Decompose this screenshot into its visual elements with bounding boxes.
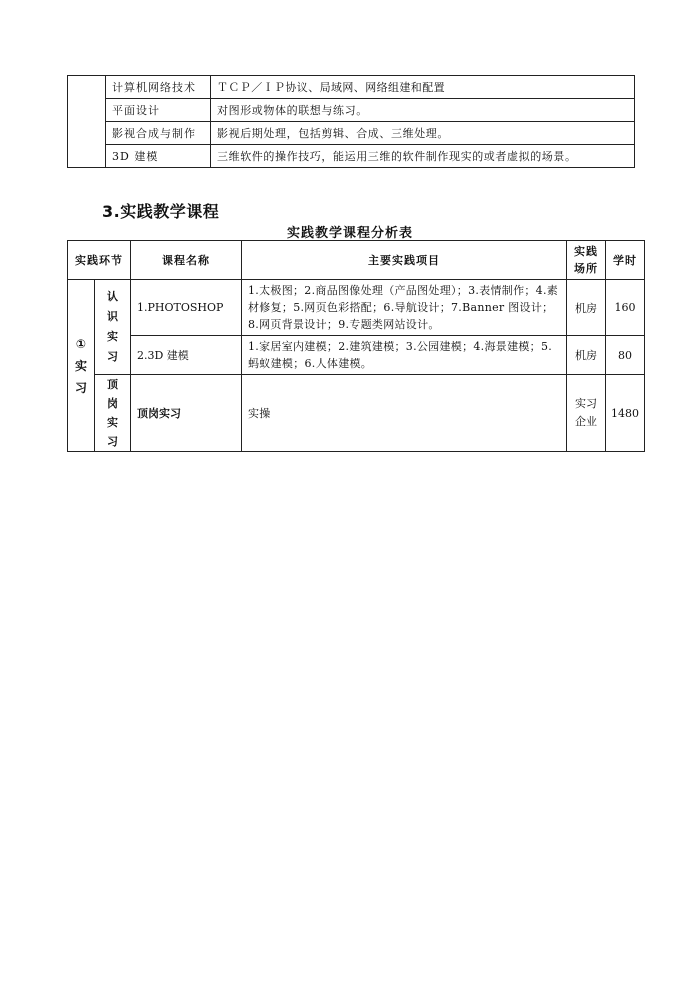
place-cell: 机房 — [567, 280, 606, 336]
stage-cell — [68, 280, 95, 452]
sub-stage-label: 认识实习 — [107, 290, 118, 363]
place-cell: 机房 — [567, 336, 606, 375]
course-name-cell: 平面设计 — [106, 99, 211, 122]
table-row — [68, 99, 635, 122]
header-items: 主要实践项目 — [242, 241, 567, 280]
section-heading: 3.实践教学课程 — [102, 202, 220, 221]
practice-course-table — [67, 240, 645, 452]
table-row — [68, 122, 635, 145]
place-cell — [567, 375, 606, 452]
course-description-table — [67, 75, 635, 168]
sub-stage-label: 顶岗实习 — [107, 378, 118, 448]
header-course: 课程名称 — [131, 241, 242, 280]
course-desc-cell: ＴＣＰ／ＩＰ协议、局域网、网络组建和配置 — [211, 76, 635, 99]
course-desc-cell: 三维软件的操作技巧，能运用三维的软件制作现实的或者虚拟的场景。 — [211, 145, 635, 168]
course-name-cell: 计算机网络技术 — [106, 76, 211, 99]
table-row — [68, 280, 645, 336]
practice-items-cell: 实操 — [242, 375, 567, 452]
course-name-cell: 2.3D 建模 — [131, 336, 242, 375]
sub-stage-cell — [95, 280, 131, 375]
header-row — [68, 241, 645, 280]
hours-cell: 1480 — [606, 375, 645, 452]
table-caption: 实践教学课程分析表 — [286, 226, 413, 241]
hours-cell: 160 — [606, 280, 645, 336]
header-place-text: 实践场所 — [574, 245, 598, 275]
course-name-cell: 影视合成与制作 — [106, 122, 211, 145]
header-place — [567, 241, 606, 280]
stage-label: ①实习 — [74, 336, 87, 395]
header-hours: 学时 — [606, 241, 645, 280]
course-name-cell: 1.PHOTOSHOP — [131, 280, 242, 336]
place-text: 实习企业 — [575, 397, 597, 428]
table-row — [68, 375, 645, 452]
course-name-cell: 顶岗实习 — [131, 375, 242, 452]
practice-items-cell: 1.太极图；2.商品图像处理（产品图处理）；3.表情制作；4.素材修复；5.网页色彩搭配；6.导航设计；7.Banner 图设计；8.网页背景设计；9.专题类网站设计。 — [242, 280, 567, 336]
practice-items-cell: 1.家居室内建模；2.建筑建模；3.公园建模；4.海景建模；5.蚂蚁建模；6.人体建模。 — [242, 336, 567, 375]
header-stage: 实践环节 — [68, 241, 131, 280]
course-name-cell: 3D 建模 — [106, 145, 211, 168]
sub-stage-cell — [95, 375, 131, 452]
table-row — [68, 145, 635, 168]
course-desc-cell: 对图形或物体的联想与练习。 — [211, 99, 635, 122]
table-row — [68, 336, 645, 375]
course-desc-cell: 影视后期处理，包括剪辑、合成、三维处理。 — [211, 122, 635, 145]
hours-cell: 80 — [606, 336, 645, 375]
blank-cell — [68, 76, 106, 168]
table-row — [68, 76, 635, 99]
